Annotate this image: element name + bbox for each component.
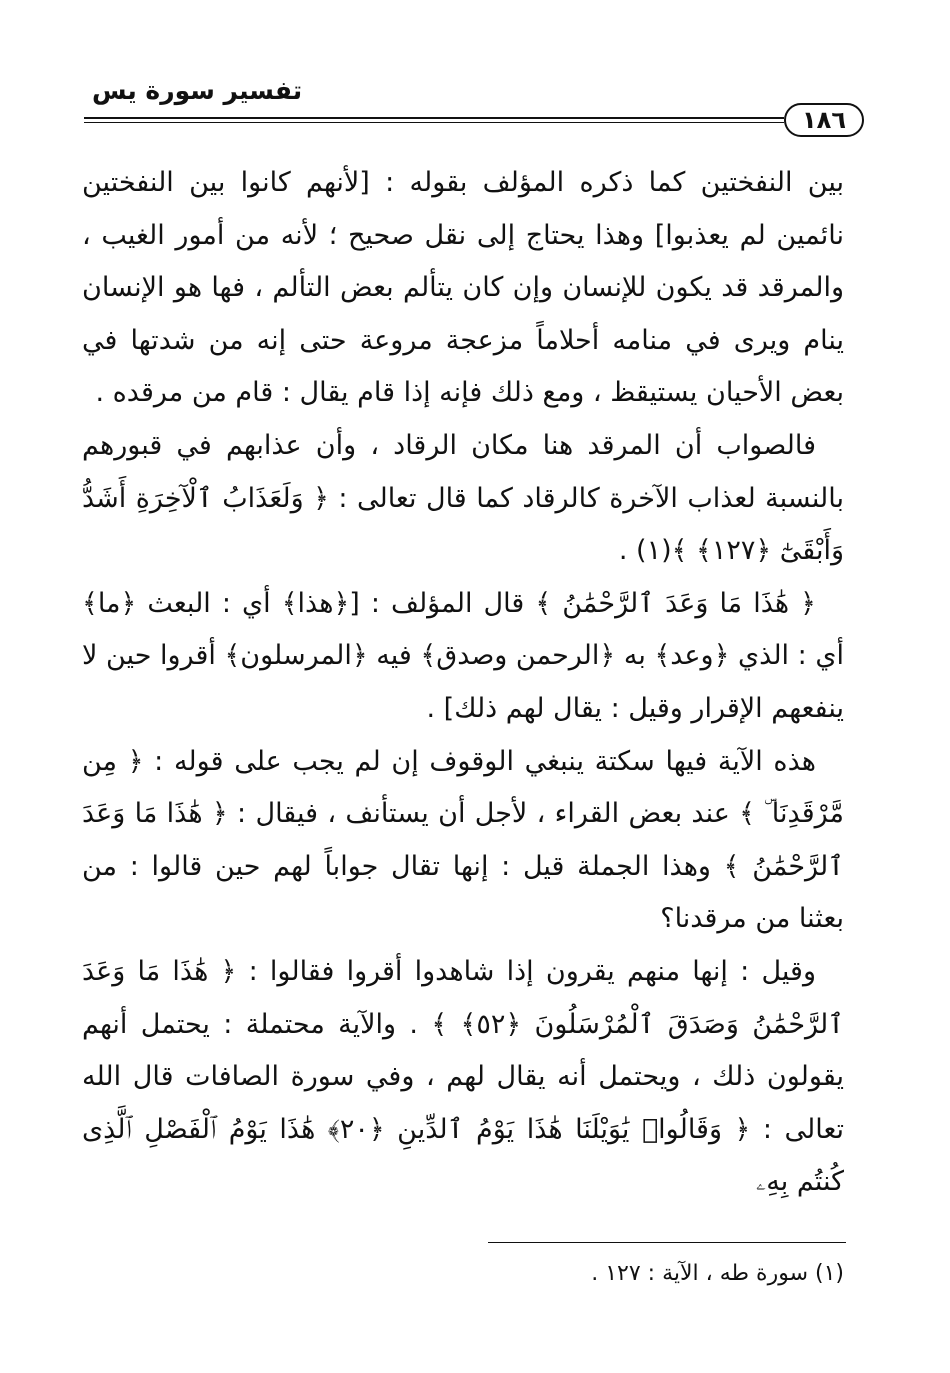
paragraph-5: وقيل : إنها منهم يقرون إذا شاهدوا أقروا فقالوا : ﴿ هَٰذَا مَا وَعَدَ ٱلرَّحْمَٰنُ وَصَدَقَ ٱلْمُرْسَلُونَ ﴿٥٢﴾ ﴾ . والآية محتملة : يحتمل أنهم يقولون ذلك ، ويحتمل أنه يقال لهم ، وفي سورة الصافات قال الله تعالى : ﴿ وَقَالُوا۟ يَٰوَيْلَنَا هَٰذَا يَوْمُ ٱلدِّينِ ﴿٢٠﴾ هَٰذَا يَوْمُ ٱلْفَصْلِ ٱلَّذِى كُنتُم بِهِۦ	[82, 955, 845, 1198]
paragraph-2: فالصواب أن المرقد هنا مكان الرقاد ، وأن عذابهم في قبورهم بالنسبة لعذاب الآخرة كالرقاد كما قال تعالى : ﴿ وَلَعَذَابُ ٱلْآخِرَةِ أَشَدُّ وَأَبْقَىٰٓ ﴿١٢٧﴾ ﴾(١) .	[82, 429, 844, 567]
main-text	[82, 157, 844, 1209]
paragraph-3: ﴿ هَٰذَا مَا وَعَدَ ٱلرَّحْمَٰنُ ﴾ قال المؤلف : [﴿هذا﴾ أي : البعث ﴿ما﴾ أي : الذي ﴿وعد﴾ به ﴿الرحمن وصدق﴾ فيه ﴿المرسلون﴾ أقروا حين لا ينفعهم الإقرار وقيل : يقال لهم ذلك] .	[82, 587, 844, 724]
page-number: ١٨٦	[784, 103, 864, 137]
paragraph-4: هذه الآية فيها سكتة ينبغي الوقوف إن لم يجب على قوله : ﴿ مِن مَّرْقَدِنَا ۜ ﴾ عند بعض القراء ، لأجل أن يستأنف ، فيقال : ﴿ هَٰذَا مَا وَعَدَ ٱلرَّحْمَٰنُ ﴾ وهذا الجملة قيل : إنها تقال جواباً لهم حين قالوا : من بعثنا من مرقدنا؟	[82, 745, 844, 935]
page-header-title: تفسير سورة يس	[92, 76, 303, 105]
footnote: (١) سورة طه ، الآية : ١٢٧ .	[591, 1261, 844, 1286]
paragraph-1: بين النفختين كما ذكره المؤلف بقوله : [لأنهم كانوا بين النفختين نائمين لم يعذبوا] وهذا يحتاج إلى نقل صحيح ؛ لأنه من أمور الغيب ، والمرقد قد يكون للإنسان وإن كان يتألم بعض التألم ، فها هو الإنسان ينام ويرى في منامه أحلاماً مزعجة مروعة حتى إنه من شدتها في بعض الأحيان يستيقظ ، ومع ذلك فإنه إذا قام يقال : قام من مرقده .	[82, 167, 844, 409]
header-rule	[84, 117, 784, 123]
footnote-rule	[488, 1242, 846, 1243]
